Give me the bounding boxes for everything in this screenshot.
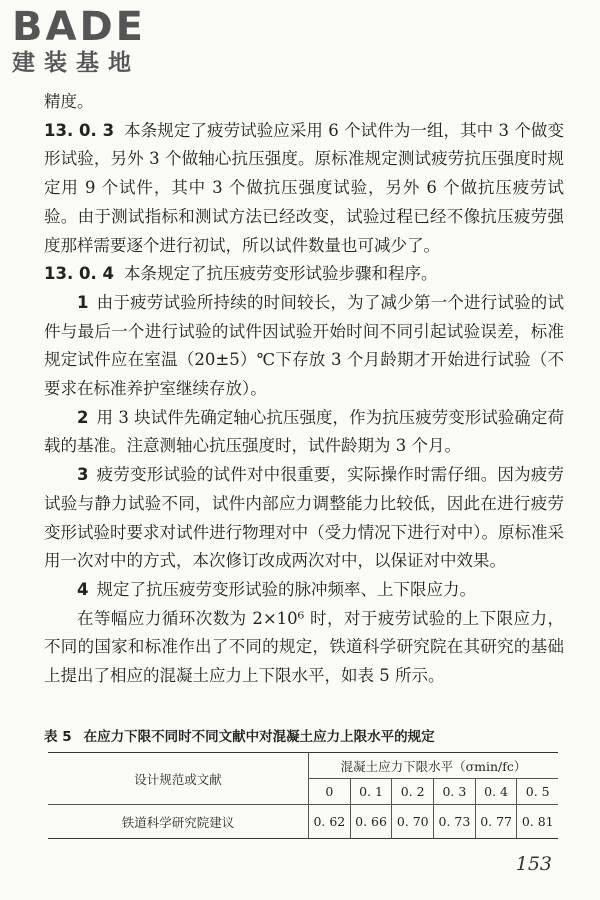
paragraph-text: 精度。: [44, 92, 94, 111]
row-label: 铁道科学研究院建议: [48, 805, 309, 839]
table-title: 在应力下限不同时不同文献中对混凝土应力上限水平的规定: [83, 729, 435, 745]
clause-number: 13. 0. 4: [44, 264, 114, 284]
logo-subtitle: 建装基地: [12, 50, 140, 76]
item-1: [44, 289, 564, 404]
paragraph-text: 用 3 块试件先确定轴心抗压强度，作为抗压疲劳变形试验确定荷载的基准。注意测轴心抗压强度时，试件龄期为 3 个月。: [44, 407, 564, 456]
paragraph-text: 规定了抗压疲劳变形试验的脉冲频率、上下限应力。: [96, 579, 476, 599]
level-cell: 0. 1: [350, 779, 392, 805]
level-cell: 0. 4: [475, 779, 517, 805]
paragraph-stress-levels: [44, 605, 564, 691]
level-cell: 0: [309, 779, 351, 805]
paragraph-text: 疲劳变形试验的试件对中很重要，实际操作时需仔细。因为疲劳试验与静力试验不同，试件内部应力调整能力比较低，因此在进行疲劳变形试验时要求对试件进行物理对中（受力情况下进行对中）。原标准采用一次对中的方式，本次修订改成两次对中，以保证对中效果。: [44, 465, 564, 571]
logo-brand: BADE: [12, 4, 146, 50]
item-3: [44, 461, 564, 576]
item-number: 4: [77, 579, 89, 599]
table-number: 表 5: [44, 729, 72, 745]
value-cell: 0. 70: [392, 805, 434, 839]
value-cell: 0. 81: [517, 805, 558, 839]
level-cell: 0. 3: [434, 779, 476, 805]
header-lower-stress-level: 混凝土应力下限水平（σmin/fc）: [309, 753, 559, 779]
level-cell: 0. 2: [392, 779, 434, 805]
item-number: 2: [77, 407, 89, 427]
paragraph-text: 本条规定了抗压疲劳变形试验步骤和程序。: [123, 264, 438, 284]
value-cell: 0. 77: [475, 805, 517, 839]
stress-level-table: [48, 752, 558, 839]
paragraph-text: 在等幅应力循环次数为 2×10⁶ 时，对于疲劳试验的上下限应力，不同的国家和标准作出了不同的规定，铁道科学研究院在其研究的基础上提出了相应的混凝土应力上下限水平，如表 5 所示。: [44, 608, 564, 686]
item-number: 3: [77, 465, 89, 485]
value-cell: 0. 66: [350, 805, 392, 839]
bade-logo: [12, 6, 182, 76]
item-4: [44, 576, 564, 605]
paragraph-continuation: [44, 88, 564, 117]
clause-13-0-3: [44, 117, 564, 261]
level-cell: 0. 5: [517, 779, 558, 805]
page-number: 153: [515, 853, 552, 875]
item-number: 1: [77, 292, 89, 312]
body-text: [44, 88, 564, 691]
clause-13-0-4: [44, 260, 564, 289]
value-cell: 0. 62: [309, 805, 351, 839]
table-row: [48, 805, 558, 839]
item-2: [44, 404, 564, 461]
clause-number: 13. 0. 3: [44, 120, 115, 140]
paragraph-text: 本条规定了疲劳试验应采用 6 个试件为一组，其中 3 个做变形试验，另外 3 个做轴心抗压强度。原标准规定测试疲劳抗压强度时规定用 9 个试件，其中 3 个做抗压强度试验，另外 6 个做抗压疲劳试验。由于测试指标和测试方法已经改变，试验过程已经不像抗压疲劳强度那样需要逐个进行初试，所以试件数量也可减少了。: [44, 120, 564, 255]
paragraph-text: 由于疲劳试验所持续的时间较长，为了减少第一个进行试验的试件与最后一个进行试验的试件因试验开始时间不同引起试验误差，标准规定试件应在室温（20±5）℃下存放 3 个月龄期才开始进行试验（不要求在标准养护室继续存放）。: [44, 292, 564, 399]
table-caption: [44, 727, 564, 747]
value-cell: 0. 73: [434, 805, 476, 839]
header-standard: 设计规范或文献: [48, 753, 309, 805]
